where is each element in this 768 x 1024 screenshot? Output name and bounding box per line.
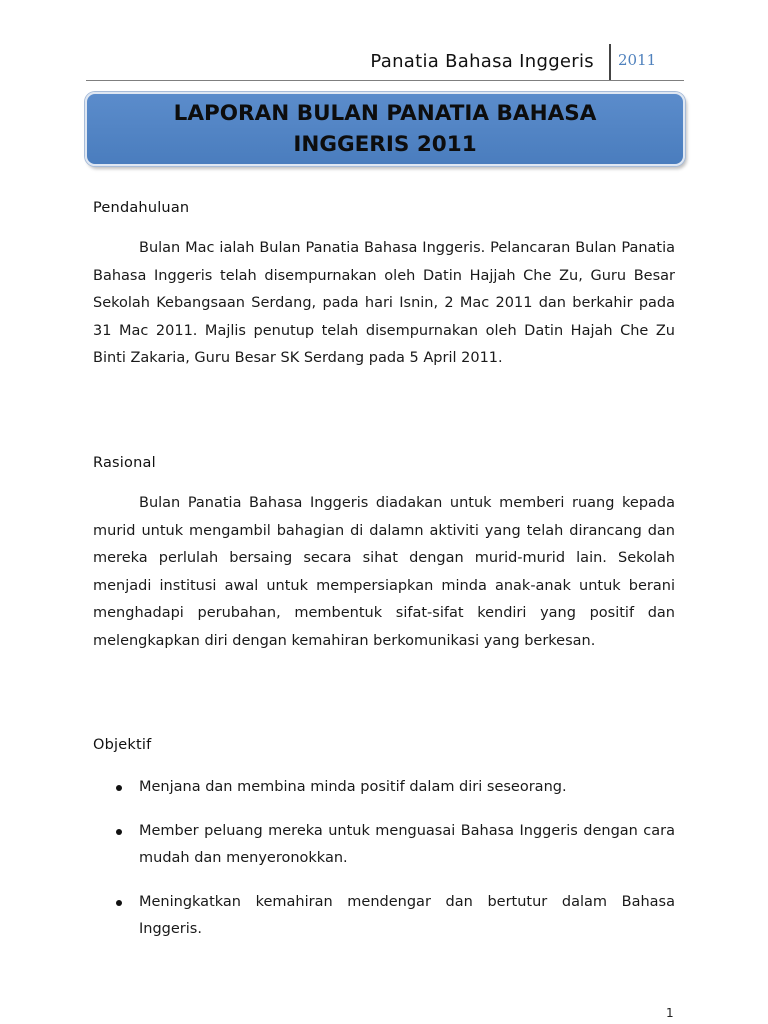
list-item (93, 889, 675, 944)
title-banner (85, 92, 685, 166)
objective-list (93, 774, 675, 960)
paragraph-pendahuluan: Bulan Mac ialah Bulan Panatia Bahasa Inggeris. Pelancaran Bulan Panatia Bahasa Inggeris telah disempurnakan oleh Datin Hajjah Che Zu, Guru Besar Sekolah Kebangsaan Serdang, pada hari Isnin, 2 Mac 2011 dan berkahir pada 31 Mac 2011. Majlis penutup telah disempurnakan oleh Datin Hajah Che Zu Binti Zakaria, Guru Besar SK Serdang pada 5 April 2011. (93, 240, 675, 366)
objective-text: Member peluang mereka untuk menguasai Bahasa Inggeris dengan cara mudah dan menyeronokkan. (139, 822, 675, 866)
list-item (93, 818, 675, 873)
section-heading-pendahuluan: Pendahuluan (93, 200, 190, 216)
header-divider (609, 44, 611, 80)
page-header (86, 44, 684, 81)
objective-text: Menjana dan membina minda positif dalam diri seseorang. (139, 779, 567, 795)
section-heading-objektif: Objektif (93, 737, 152, 753)
header-title: Panatia Bahasa Inggeris (370, 51, 594, 72)
page-number: 1 (666, 1006, 674, 1020)
paragraph-rasional: Bulan Panatia Bahasa Inggeris diadakan untuk memberi ruang kepada murid untuk mengambil bahagian di dalamn aktiviti yang telah dirancang dan mereka perlulah bersaing secara sihat dengan murid-murid lain. Sekolah menjadi institusi awal untuk mempersiapkan minda anak-anak untuk berani menghadapi perubahan, membentuk sifat-sifat kendiri yang positif dan melengkapkan diri dengan kemahiran berkomunikasi yang berkesan. (93, 495, 675, 649)
header-year: 2011 (618, 51, 657, 69)
bullet-icon (116, 900, 122, 906)
objective-text: Meningkatkan kemahiran mendengar dan bertutur dalam Bahasa Inggeris. (139, 893, 675, 937)
bullet-icon (116, 829, 122, 835)
bullet-icon (116, 785, 122, 791)
list-item (93, 774, 675, 802)
document-title: LAPORAN BULAN PANATIA BAHASA INGGERIS 2011 (173, 101, 597, 157)
section-heading-rasional: Rasional (93, 455, 156, 471)
